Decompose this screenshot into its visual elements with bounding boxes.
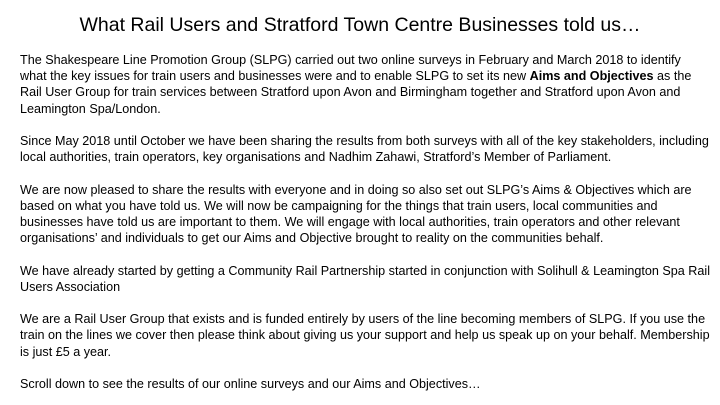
paragraph-surveys-text-2: as the Rail User Group for train services between Stratford upon Avon and Birmingham together and Stratford upon Avon and Leamington Spa/London. [20, 69, 692, 116]
paragraph-campaigning: We are now pleased to share the results with everyone and in doing so also set out SLPG’s Aims & Objectives which are based on what you have told us. We will now be campaigning for the things that train users, local communities and businesses have told us are important to them. We will engage with local authorities, train operators and other relevant organisations’ and individuals to get our Aims and Objective brought to reality on the communities behalf. [20, 182, 692, 246]
aims-objectives-emphasis: Aims and Objectives [529, 69, 654, 84]
paragraph-community-rail: We have already started by getting a Community Rail Partnership started in conjunction with Solihull & Leamington Spa Rail Users Association [20, 263, 710, 294]
page-title: What Rail Users and Stratford Town Centre Businesses told us… [79, 14, 641, 36]
paragraph-surveys-text-1: The Shakespeare Line Promotion Group (SLPG) carried out two online surveys in February and March 2018 to identify what the key issues for train users and businesses were and to enable SLPG to set its new [20, 53, 681, 84]
body-text [20, 52, 710, 392]
paragraph-surveys [20, 52, 710, 117]
paragraph-membership: We are a Rail User Group that exists and is funded entirely by users of the line becoming members of SLPG. If you use the train on the lines we cover then please think about giving us your support and help us speak up on your behalf. Membership is just £5 a year. [20, 312, 710, 359]
paragraph-scroll-down: Scroll down to see the results of our online surveys and our Aims and Objectives… [20, 376, 481, 391]
paragraph-sharing-results: Since May 2018 until October we have been sharing the results from both surveys with all of the key stakeholders, including local authorities, train operators, key organisations and Nadhim Zahawi, Stratford’s Member of Parliament. [20, 134, 709, 165]
